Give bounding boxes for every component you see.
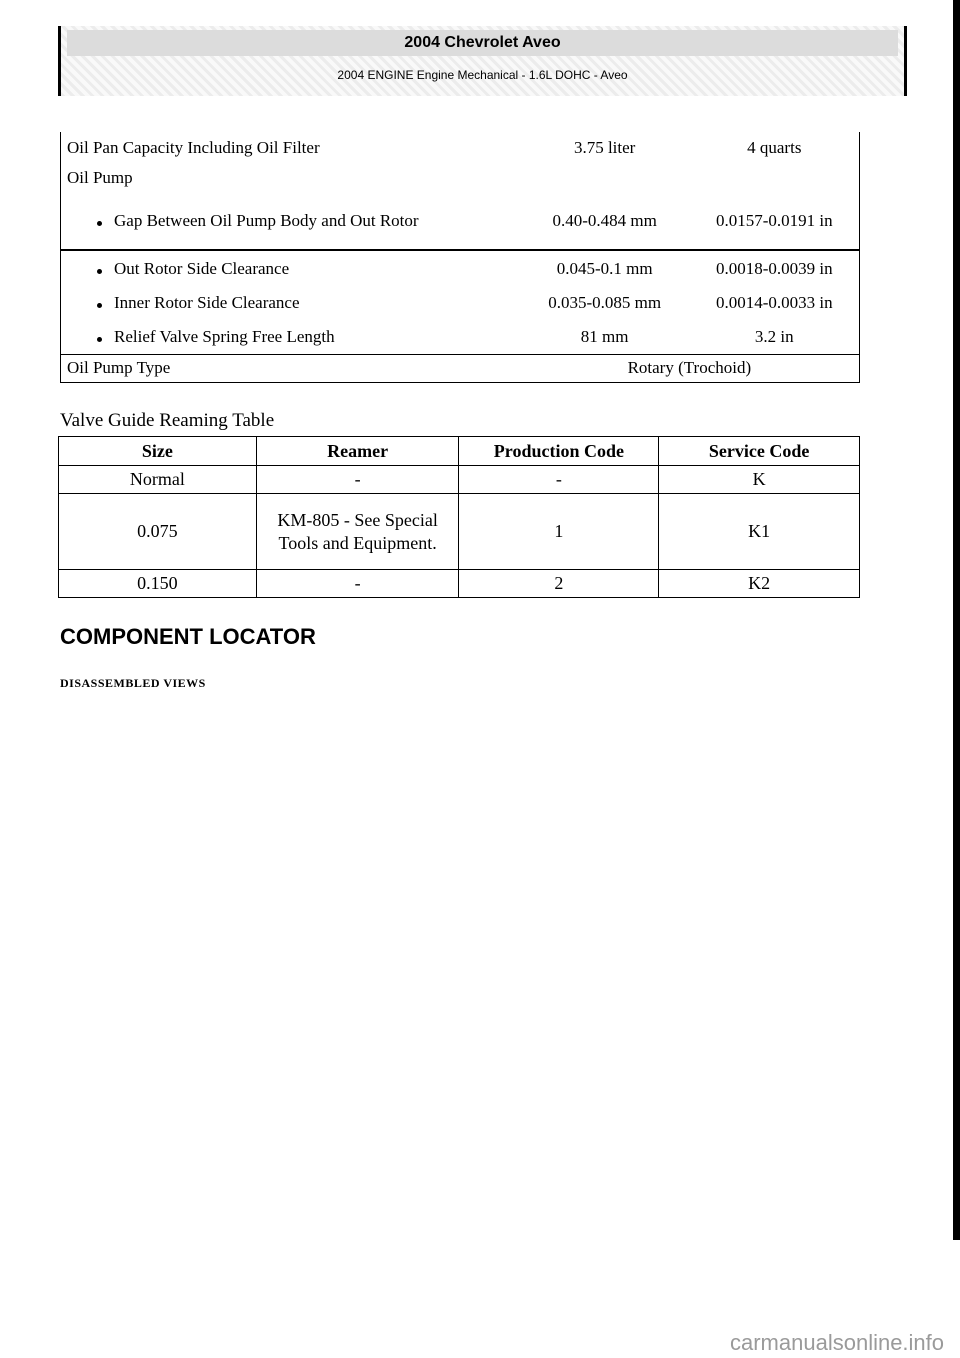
table-caption: Valve Guide Reaming Table <box>60 410 275 431</box>
spec-label: Oil Pan Capacity Including Oil Filter <box>67 138 320 157</box>
table-row <box>59 466 860 494</box>
spec-label-cell <box>61 192 520 250</box>
spec-label: Gap Between Oil Pump Body and Out Rotor <box>114 210 419 230</box>
spec-group-label: Oil Pump <box>67 168 133 187</box>
spec-label-cell <box>61 320 520 354</box>
cell-production-code: - <box>459 466 659 494</box>
spec-label: Relief Valve Spring Free Length <box>114 326 335 346</box>
spec-english: 4 quarts <box>747 138 802 157</box>
oil-spec-group-2 <box>61 250 860 354</box>
oil-spec-table <box>60 132 860 383</box>
cell-service-code: K1 <box>659 494 860 570</box>
watermark: carmanualsonline.info <box>730 1330 945 1355</box>
cell-production-code: 1 <box>459 494 659 570</box>
bullet-icon <box>97 269 102 274</box>
header-title: 2004 Chevrolet Aveo <box>67 30 898 56</box>
table-row <box>59 570 860 598</box>
table-row <box>59 494 860 570</box>
cell-reamer: KM-805 - See Special Tools and Equipment. <box>256 494 459 570</box>
table-row <box>61 192 860 250</box>
cell-size: 0.150 <box>59 570 257 598</box>
column-header: Reamer <box>256 437 459 466</box>
cell-production-code: 2 <box>459 570 659 598</box>
oil-spec-group-1 <box>61 132 860 250</box>
section-heading: COMPONENT LOCATOR <box>60 624 316 649</box>
spec-english: 0.0018-0.0039 in <box>715 258 833 278</box>
header-subtitle: 2004 ENGINE Engine Mechanical - 1.6L DOHC - Aveo <box>337 68 628 82</box>
table-row <box>61 132 860 164</box>
table-header-row <box>59 437 860 466</box>
spec-label: Inner Rotor Side Clearance <box>114 293 300 312</box>
table-row <box>61 354 860 382</box>
cell-service-code: K <box>659 466 860 494</box>
spec-english: 0.0157-0.0191 in <box>715 210 833 230</box>
spec-metric: 81 mm <box>580 326 629 346</box>
spec-label: Out Rotor Side Clearance <box>114 258 290 278</box>
page-edge-rule <box>953 0 960 1240</box>
spec-metric: 0.40-0.484 mm <box>552 210 657 230</box>
column-header: Production Code <box>459 437 659 466</box>
document-header <box>58 26 907 96</box>
table-row <box>61 320 860 354</box>
spec-english: 0.0014-0.0033 in <box>715 293 833 312</box>
spec-english: 3.2 in <box>754 326 794 346</box>
bullet-icon <box>97 303 102 308</box>
spec-label: Oil Pump Type <box>67 358 171 377</box>
cell-service-code: K2 <box>659 570 860 598</box>
spec-metric: 0.035-0.085 mm <box>548 293 662 312</box>
spec-label-cell <box>61 286 520 320</box>
table-row <box>61 286 860 320</box>
bullet-icon <box>97 221 102 226</box>
column-header: Service Code <box>659 437 860 466</box>
subsection-heading: DISASSEMBLED VIEWS <box>60 676 206 690</box>
spec-label-cell <box>61 250 520 286</box>
spec-value: Rotary (Trochoid) <box>627 358 752 377</box>
cell-reamer: - <box>256 570 459 598</box>
valve-guide-table <box>58 436 860 598</box>
table-row <box>61 164 860 192</box>
column-header: Size <box>59 437 257 466</box>
cell-reamer: - <box>256 466 459 494</box>
spec-metric: 0.045-0.1 mm <box>556 258 653 278</box>
spec-metric: 3.75 liter <box>573 138 636 157</box>
cell-size: Normal <box>59 466 257 494</box>
oil-spec-group-3 <box>61 354 860 382</box>
cell-size: 0.075 <box>59 494 257 570</box>
bullet-icon <box>97 337 102 342</box>
table-row <box>61 250 860 286</box>
